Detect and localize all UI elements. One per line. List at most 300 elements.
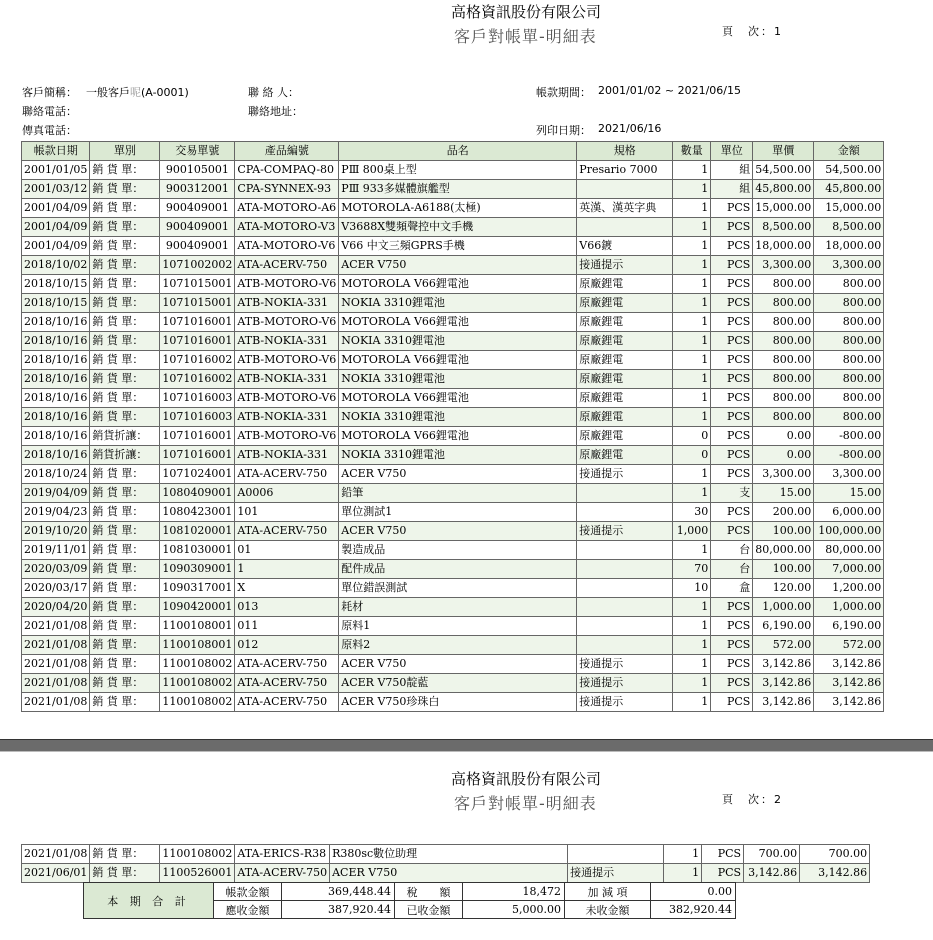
cell-unit: PCS bbox=[711, 636, 753, 655]
table-row bbox=[22, 313, 884, 332]
table-row bbox=[22, 408, 884, 427]
cell-qty: 1 bbox=[673, 256, 711, 275]
phone-label: 聯絡電話： bbox=[22, 105, 77, 118]
cell-product-name: 單位測試1 bbox=[339, 503, 577, 522]
cell-doc-type: 銷貨折讓： bbox=[90, 427, 160, 446]
cell-product-code: ATA-ACERV-750 bbox=[235, 522, 339, 541]
cell-spec: 接通提示 bbox=[577, 693, 673, 712]
cell-doc-type: 銷 貨 單： bbox=[90, 294, 160, 313]
cell-product-name: NOKIA 3310鋰電池 bbox=[339, 294, 577, 313]
cell-qty: 1 bbox=[673, 541, 711, 560]
cell-unit-price: 80,000.00 bbox=[753, 541, 814, 560]
cell-qty: 10 bbox=[673, 579, 711, 598]
cell-qty: 0 bbox=[673, 446, 711, 465]
cell-doc-type: 銷 貨 單： bbox=[90, 408, 160, 427]
cell-date: 2019/04/23 bbox=[22, 503, 90, 522]
cell-unit-price: 200.00 bbox=[753, 503, 814, 522]
cell-unit: PCS bbox=[711, 256, 753, 275]
cell-date: 2018/10/15 bbox=[22, 294, 90, 313]
cell-product-code: X bbox=[235, 579, 339, 598]
cell-doc-no: 1090420001 bbox=[160, 598, 235, 617]
cell-unit-price: 700.00 bbox=[744, 845, 800, 864]
cell-date: 2018/10/15 bbox=[22, 275, 90, 294]
cell-product-code: ATA-ACERV-750 bbox=[235, 465, 339, 484]
cell-unit-price: 800.00 bbox=[753, 351, 814, 370]
cell-product-name: R380sc數位助理 bbox=[330, 845, 568, 864]
cell-doc-no: 1071016002 bbox=[160, 351, 235, 370]
table-row bbox=[22, 503, 884, 522]
cell-unit-price: 15.00 bbox=[753, 484, 814, 503]
column-header-doc-no: 交易單號 bbox=[160, 142, 235, 161]
cell-qty: 0 bbox=[673, 427, 711, 446]
cell-unit: PCS bbox=[711, 446, 753, 465]
cell-unit-price: 3,142.86 bbox=[753, 655, 814, 674]
cell-doc-type: 銷 貨 單： bbox=[90, 636, 160, 655]
cell-spec: 原廠鋰電 bbox=[577, 275, 673, 294]
cell-product-name: V3688X雙頻聲控中文手機 bbox=[339, 218, 577, 237]
cell-amount: -800.00 bbox=[814, 427, 884, 446]
column-header-unit: 單位 bbox=[711, 142, 753, 161]
cell-doc-no: 1080409001 bbox=[160, 484, 235, 503]
cell-doc-no: 900409001 bbox=[160, 237, 235, 256]
cell-unit: PCS bbox=[711, 294, 753, 313]
cell-product-name: MOTOROLA-A6188(太極) bbox=[339, 199, 577, 218]
cell-unit: PCS bbox=[711, 313, 753, 332]
cell-unit: PCS bbox=[711, 503, 753, 522]
cell-date: 2018/10/16 bbox=[22, 389, 90, 408]
cell-doc-no: 1100108001 bbox=[160, 636, 235, 655]
cell-unit-price: 6,190.00 bbox=[753, 617, 814, 636]
cell-doc-no: 1100108002 bbox=[160, 693, 235, 712]
cell-qty: 1 bbox=[673, 617, 711, 636]
cell-product-name: ACER V750珍珠白 bbox=[339, 693, 577, 712]
column-header-doc-type: 單別 bbox=[90, 142, 160, 161]
cell-amount: 54,500.00 bbox=[814, 161, 884, 180]
detail-table bbox=[21, 141, 884, 712]
cell-date: 2020/04/20 bbox=[22, 598, 90, 617]
cell-doc-no: 1090317001 bbox=[160, 579, 235, 598]
cell-date: 2019/04/09 bbox=[22, 484, 90, 503]
cell-doc-type: 銷 貨 單： bbox=[90, 161, 160, 180]
cell-date: 2021/01/08 bbox=[22, 655, 90, 674]
adjust-value: 0.00 bbox=[651, 883, 736, 901]
cell-amount: 7,000.00 bbox=[814, 560, 884, 579]
summary-table bbox=[83, 882, 736, 919]
column-header-amount: 金額 bbox=[814, 142, 884, 161]
cell-unit: 支 bbox=[711, 484, 753, 503]
cell-unit-price: 800.00 bbox=[753, 313, 814, 332]
due-amount-value: 387,920.44 bbox=[282, 901, 395, 919]
cell-doc-type: 銷 貨 單： bbox=[90, 617, 160, 636]
cell-doc-type: 銷 貨 單： bbox=[90, 389, 160, 408]
cell-doc-no: 1100526001 bbox=[160, 864, 235, 883]
cell-amount: 572.00 bbox=[814, 636, 884, 655]
cell-doc-no: 900105001 bbox=[160, 161, 235, 180]
cell-amount: 800.00 bbox=[814, 294, 884, 313]
customer-name-suffix: 呢 bbox=[130, 86, 141, 99]
cell-unit-price: 800.00 bbox=[753, 370, 814, 389]
cell-spec bbox=[577, 484, 673, 503]
cell-unit-price: 54,500.00 bbox=[753, 161, 814, 180]
cell-date: 2021/01/08 bbox=[22, 845, 90, 864]
cell-product-name: MOTOROLA V66鋰電池 bbox=[339, 351, 577, 370]
cell-qty: 1 bbox=[673, 370, 711, 389]
cell-product-name: PⅢ 933多媒體旗艦型 bbox=[339, 180, 577, 199]
cell-product-name: PⅢ 800桌上型 bbox=[339, 161, 577, 180]
cell-unit-price: 3,300.00 bbox=[753, 465, 814, 484]
cell-qty: 30 bbox=[673, 503, 711, 522]
table-row bbox=[22, 275, 884, 294]
cell-unit: 盒 bbox=[711, 579, 753, 598]
cell-date: 2021/01/08 bbox=[22, 617, 90, 636]
cell-spec: 原廠鋰電 bbox=[577, 351, 673, 370]
column-header-date: 帳款日期 bbox=[22, 142, 90, 161]
cell-unit: PCS bbox=[711, 465, 753, 484]
cell-amount: 15.00 bbox=[814, 484, 884, 503]
cell-amount: 8,500.00 bbox=[814, 218, 884, 237]
table-row bbox=[22, 161, 884, 180]
cell-unit-price: 18,000.00 bbox=[753, 237, 814, 256]
cell-product-name: ACER V750 bbox=[339, 256, 577, 275]
cell-qty: 1 bbox=[673, 674, 711, 693]
cell-product-code: ATB-MOTORO-V6 bbox=[235, 275, 339, 294]
cell-product-code: ATB-MOTORO-V6 bbox=[235, 427, 339, 446]
tax-label: 稅 額 bbox=[395, 883, 463, 901]
cell-amount: 3,142.86 bbox=[814, 655, 884, 674]
cell-date: 2019/10/20 bbox=[22, 522, 90, 541]
cell-unit: PCS bbox=[711, 332, 753, 351]
cell-qty: 1 bbox=[673, 465, 711, 484]
table-row bbox=[22, 598, 884, 617]
cell-amount: 3,142.86 bbox=[814, 693, 884, 712]
cell-doc-no: 900409001 bbox=[160, 199, 235, 218]
cell-unit-price: 800.00 bbox=[753, 389, 814, 408]
cell-date: 2018/10/16 bbox=[22, 427, 90, 446]
cell-unit: PCS bbox=[711, 655, 753, 674]
cell-product-name: 原料2 bbox=[339, 636, 577, 655]
cell-unit: PCS bbox=[711, 598, 753, 617]
cell-spec bbox=[577, 503, 673, 522]
cell-amount: 3,142.86 bbox=[800, 864, 870, 883]
cell-doc-no: 1100108001 bbox=[160, 617, 235, 636]
cell-product-name: MOTOROLA V66鋰電池 bbox=[339, 389, 577, 408]
cell-doc-type: 銷 貨 單： bbox=[90, 598, 160, 617]
report-title: 客戶對帳單-明細表 bbox=[454, 27, 597, 46]
cell-product-name: V66 中文三頻GPRS手機 bbox=[339, 237, 577, 256]
cell-doc-type: 銷 貨 單： bbox=[90, 864, 160, 883]
cell-qty: 1 bbox=[673, 408, 711, 427]
cell-amount: 100,000.00 bbox=[814, 522, 884, 541]
cell-doc-no: 1071002002 bbox=[160, 256, 235, 275]
cell-doc-type: 銷 貨 單： bbox=[90, 465, 160, 484]
table-row bbox=[22, 845, 870, 864]
ar-amount-value: 369,448.44 bbox=[282, 883, 395, 901]
cell-amount: 800.00 bbox=[814, 408, 884, 427]
unreceived-value: 382,920.44 bbox=[651, 901, 736, 919]
table-row bbox=[22, 294, 884, 313]
cell-date: 2018/10/24 bbox=[22, 465, 90, 484]
cell-spec: 原廠鋰電 bbox=[577, 313, 673, 332]
period-value: 2001/01/02 ~ 2021/06/15 bbox=[598, 84, 742, 97]
cell-product-code: ATA-ACERV-750 bbox=[235, 864, 330, 883]
report-title-page2: 客戶對帳單-明細表 bbox=[454, 794, 597, 813]
cell-unit: PCS bbox=[711, 351, 753, 370]
cell-amount: 15,000.00 bbox=[814, 199, 884, 218]
cell-unit: 組 bbox=[711, 180, 753, 199]
cell-unit: PCS bbox=[711, 408, 753, 427]
cell-spec: 原廠鋰電 bbox=[577, 408, 673, 427]
cell-unit: PCS bbox=[711, 674, 753, 693]
cell-product-code: ATB-MOTORO-V6 bbox=[235, 389, 339, 408]
cell-qty: 1 bbox=[673, 294, 711, 313]
table-row bbox=[22, 389, 884, 408]
cell-unit-price: 120.00 bbox=[753, 579, 814, 598]
table-row bbox=[22, 617, 884, 636]
cell-product-code: ATB-NOKIA-331 bbox=[235, 408, 339, 427]
cell-unit-price: 800.00 bbox=[753, 332, 814, 351]
cell-doc-type: 銷 貨 單： bbox=[90, 237, 160, 256]
cell-unit: PCS bbox=[711, 199, 753, 218]
cell-spec bbox=[577, 560, 673, 579]
period-label: 帳款期間： bbox=[536, 86, 591, 99]
cell-unit: 組 bbox=[711, 161, 753, 180]
cell-unit: PCS bbox=[711, 522, 753, 541]
table-row bbox=[22, 427, 884, 446]
cell-qty: 1 bbox=[664, 864, 702, 883]
cell-product-name: 製造成品 bbox=[339, 541, 577, 560]
cell-amount: 800.00 bbox=[814, 313, 884, 332]
cell-spec: 接通提示 bbox=[577, 256, 673, 275]
table-row bbox=[22, 199, 884, 218]
adjust-label: 加 減 項 bbox=[565, 883, 651, 901]
cell-product-code: 01 bbox=[235, 541, 339, 560]
cell-product-code: ATB-NOKIA-331 bbox=[235, 446, 339, 465]
cell-product-code: ATA-MOTORO-V6 bbox=[235, 237, 339, 256]
cell-spec: 接通提示 bbox=[577, 522, 673, 541]
company-name: 高格資訊股份有限公司 bbox=[451, 3, 602, 21]
cell-amount: 800.00 bbox=[814, 351, 884, 370]
table-row bbox=[22, 484, 884, 503]
cell-date: 2018/10/16 bbox=[22, 332, 90, 351]
cell-qty: 1 bbox=[673, 351, 711, 370]
cell-amount: 800.00 bbox=[814, 275, 884, 294]
cell-product-name: 鉛筆 bbox=[339, 484, 577, 503]
cell-product-code: ATA-ACERV-750 bbox=[235, 256, 339, 275]
cell-product-name: MOTOROLA V66鋰電池 bbox=[339, 427, 577, 446]
cell-doc-no: 1090309001 bbox=[160, 560, 235, 579]
cell-date: 2018/10/16 bbox=[22, 446, 90, 465]
cell-doc-type: 銷 貨 單： bbox=[90, 332, 160, 351]
cell-doc-no: 1071024001 bbox=[160, 465, 235, 484]
cell-spec: 原廠鋰電 bbox=[577, 294, 673, 313]
table-row bbox=[22, 218, 884, 237]
cell-date: 2018/10/02 bbox=[22, 256, 90, 275]
cell-unit-price: 800.00 bbox=[753, 294, 814, 313]
cell-amount: 3,300.00 bbox=[814, 465, 884, 484]
cell-spec: 原廠鋰電 bbox=[577, 370, 673, 389]
cell-spec: 接通提示 bbox=[568, 864, 664, 883]
cell-product-name: ACER V750 bbox=[339, 522, 577, 541]
cell-doc-type: 銷 貨 單： bbox=[90, 180, 160, 199]
cell-amount: 3,300.00 bbox=[814, 256, 884, 275]
cell-date: 2018/10/16 bbox=[22, 313, 90, 332]
cell-qty: 1 bbox=[673, 389, 711, 408]
cell-doc-type: 銷 貨 單： bbox=[90, 503, 160, 522]
cell-qty: 1 bbox=[673, 161, 711, 180]
cell-doc-type: 銷 貨 單： bbox=[90, 275, 160, 294]
cell-product-code: ATB-MOTORO-V6 bbox=[235, 313, 339, 332]
cell-product-name: ACER V750 bbox=[339, 465, 577, 484]
cell-amount: 800.00 bbox=[814, 332, 884, 351]
cell-unit: PCS bbox=[711, 237, 753, 256]
contact-label: 聯 絡 人： bbox=[248, 86, 299, 99]
cell-date: 2021/01/08 bbox=[22, 693, 90, 712]
cell-amount: 800.00 bbox=[814, 370, 884, 389]
cell-unit: PCS bbox=[702, 845, 744, 864]
cell-product-code: ATA-ACERV-750 bbox=[235, 655, 339, 674]
cell-product-name: NOKIA 3310鋰電池 bbox=[339, 408, 577, 427]
cell-spec bbox=[577, 218, 673, 237]
cell-spec: 英漢、漢英字典 bbox=[577, 199, 673, 218]
cell-spec bbox=[577, 617, 673, 636]
cell-unit-price: 100.00 bbox=[753, 522, 814, 541]
cell-date: 2001/04/09 bbox=[22, 199, 90, 218]
table-row bbox=[22, 693, 884, 712]
cell-spec: 接通提示 bbox=[577, 465, 673, 484]
table-row bbox=[22, 522, 884, 541]
cell-doc-no: 1100108002 bbox=[160, 674, 235, 693]
cell-doc-no: 1081030001 bbox=[160, 541, 235, 560]
cell-date: 2018/10/16 bbox=[22, 351, 90, 370]
cell-product-name: MOTOROLA V66鋰電池 bbox=[339, 313, 577, 332]
cell-spec bbox=[577, 636, 673, 655]
cell-product-code: ATB-NOKIA-331 bbox=[235, 332, 339, 351]
page-number: 頁 次：1 bbox=[722, 25, 783, 38]
cell-product-code: 012 bbox=[235, 636, 339, 655]
table-row bbox=[22, 655, 884, 674]
cell-doc-type: 銷 貨 單： bbox=[90, 313, 160, 332]
cell-unit: 台 bbox=[711, 560, 753, 579]
cell-unit: PCS bbox=[711, 370, 753, 389]
received-label: 已收金額 bbox=[395, 901, 463, 919]
cell-product-code: A0006 bbox=[235, 484, 339, 503]
cell-doc-type: 銷 貨 單： bbox=[90, 674, 160, 693]
print-date-value: 2021/06/16 bbox=[598, 122, 662, 135]
fax-label: 傳真電話： bbox=[22, 124, 77, 137]
cell-doc-no: 1071016003 bbox=[160, 389, 235, 408]
cell-amount: 18,000.00 bbox=[814, 237, 884, 256]
cell-spec bbox=[577, 180, 673, 199]
cell-product-name: 配件成品 bbox=[339, 560, 577, 579]
cell-doc-no: 1071016001 bbox=[160, 427, 235, 446]
cell-amount: 1,000.00 bbox=[814, 598, 884, 617]
due-amount-label: 應收金額 bbox=[214, 901, 282, 919]
table-row bbox=[22, 541, 884, 560]
cell-unit-price: 8,500.00 bbox=[753, 218, 814, 237]
cell-unit: PCS bbox=[711, 693, 753, 712]
cell-product-code: CPA-SYNNEX-93 bbox=[235, 180, 339, 199]
table-row bbox=[22, 446, 884, 465]
cell-doc-no: 1081020001 bbox=[160, 522, 235, 541]
cell-product-code: 1 bbox=[235, 560, 339, 579]
cell-unit-price: 45,800.00 bbox=[753, 180, 814, 199]
cell-doc-no: 1071015001 bbox=[160, 294, 235, 313]
cell-qty: 1 bbox=[673, 636, 711, 655]
column-header-product-name: 品名 bbox=[339, 142, 577, 161]
cell-qty: 1,000 bbox=[673, 522, 711, 541]
cell-doc-type: 銷 貨 單： bbox=[90, 560, 160, 579]
cell-unit-price: 800.00 bbox=[753, 275, 814, 294]
cell-doc-type: 銷貨折讓： bbox=[90, 446, 160, 465]
cell-unit-price: 3,300.00 bbox=[753, 256, 814, 275]
cell-spec: 原廠鋰電 bbox=[577, 389, 673, 408]
cell-unit: PCS bbox=[711, 218, 753, 237]
cell-doc-type: 銷 貨 單： bbox=[90, 522, 160, 541]
cell-product-code: ATB-MOTORO-V6 bbox=[235, 351, 339, 370]
cell-unit-price: 3,142.86 bbox=[753, 674, 814, 693]
detail-table-page2 bbox=[21, 844, 870, 883]
cell-spec: 原廠鋰電 bbox=[577, 427, 673, 446]
column-header-unit-price: 單價 bbox=[753, 142, 814, 161]
cell-unit-price: 3,142.86 bbox=[744, 864, 800, 883]
cell-product-name: NOKIA 3310鋰電池 bbox=[339, 446, 577, 465]
cell-qty: 1 bbox=[673, 275, 711, 294]
cell-date: 2019/11/01 bbox=[22, 541, 90, 560]
cell-qty: 1 bbox=[673, 655, 711, 674]
column-header-product-code: 產品編號 bbox=[235, 142, 339, 161]
cell-doc-type: 銷 貨 單： bbox=[90, 845, 160, 864]
print-date-label: 列印日期： bbox=[536, 124, 591, 137]
company-name-page2: 高格資訊股份有限公司 bbox=[451, 770, 602, 788]
cell-amount: 3,142.86 bbox=[814, 674, 884, 693]
table-row bbox=[22, 332, 884, 351]
summary-title: 本 期 合 計 bbox=[84, 883, 214, 919]
cell-product-code: ATA-MOTORO-A6 bbox=[235, 199, 339, 218]
customer-name-value: 一般客戶 bbox=[86, 86, 130, 99]
cell-unit-price: 15,000.00 bbox=[753, 199, 814, 218]
cell-doc-no: 1071016002 bbox=[160, 370, 235, 389]
cell-product-name: ACER V750 bbox=[339, 655, 577, 674]
cell-spec: Presario 7000 bbox=[577, 161, 673, 180]
cell-product-code: ATB-NOKIA-331 bbox=[235, 370, 339, 389]
cell-qty: 1 bbox=[673, 693, 711, 712]
cell-doc-no: 1071016001 bbox=[160, 332, 235, 351]
cell-doc-no: 1100108002 bbox=[160, 655, 235, 674]
cell-product-code: ATA-MOTORO-V3 bbox=[235, 218, 339, 237]
cell-amount: 45,800.00 bbox=[814, 180, 884, 199]
cell-qty: 70 bbox=[673, 560, 711, 579]
cell-doc-no: 1071016001 bbox=[160, 313, 235, 332]
cell-amount: 700.00 bbox=[800, 845, 870, 864]
column-header-qty: 數量 bbox=[673, 142, 711, 161]
cell-qty: 1 bbox=[673, 598, 711, 617]
ar-amount-label: 帳款金額 bbox=[214, 883, 282, 901]
cell-unit-price: 572.00 bbox=[753, 636, 814, 655]
cell-spec: 原廠鋰電 bbox=[577, 332, 673, 351]
cell-date: 2018/10/16 bbox=[22, 408, 90, 427]
cell-doc-type: 銷 貨 單： bbox=[90, 256, 160, 275]
cell-unit-price: 100.00 bbox=[753, 560, 814, 579]
cell-doc-type: 銷 貨 單： bbox=[90, 579, 160, 598]
cell-product-code: 011 bbox=[235, 617, 339, 636]
cell-unit: PCS bbox=[711, 427, 753, 446]
cell-date: 2021/06/01 bbox=[22, 864, 90, 883]
cell-qty: 1 bbox=[673, 180, 711, 199]
cell-unit-price: 3,142.86 bbox=[753, 693, 814, 712]
customer-name bbox=[86, 84, 189, 100]
cell-unit-price: 0.00 bbox=[753, 446, 814, 465]
cell-product-name: NOKIA 3310鋰電池 bbox=[339, 332, 577, 351]
